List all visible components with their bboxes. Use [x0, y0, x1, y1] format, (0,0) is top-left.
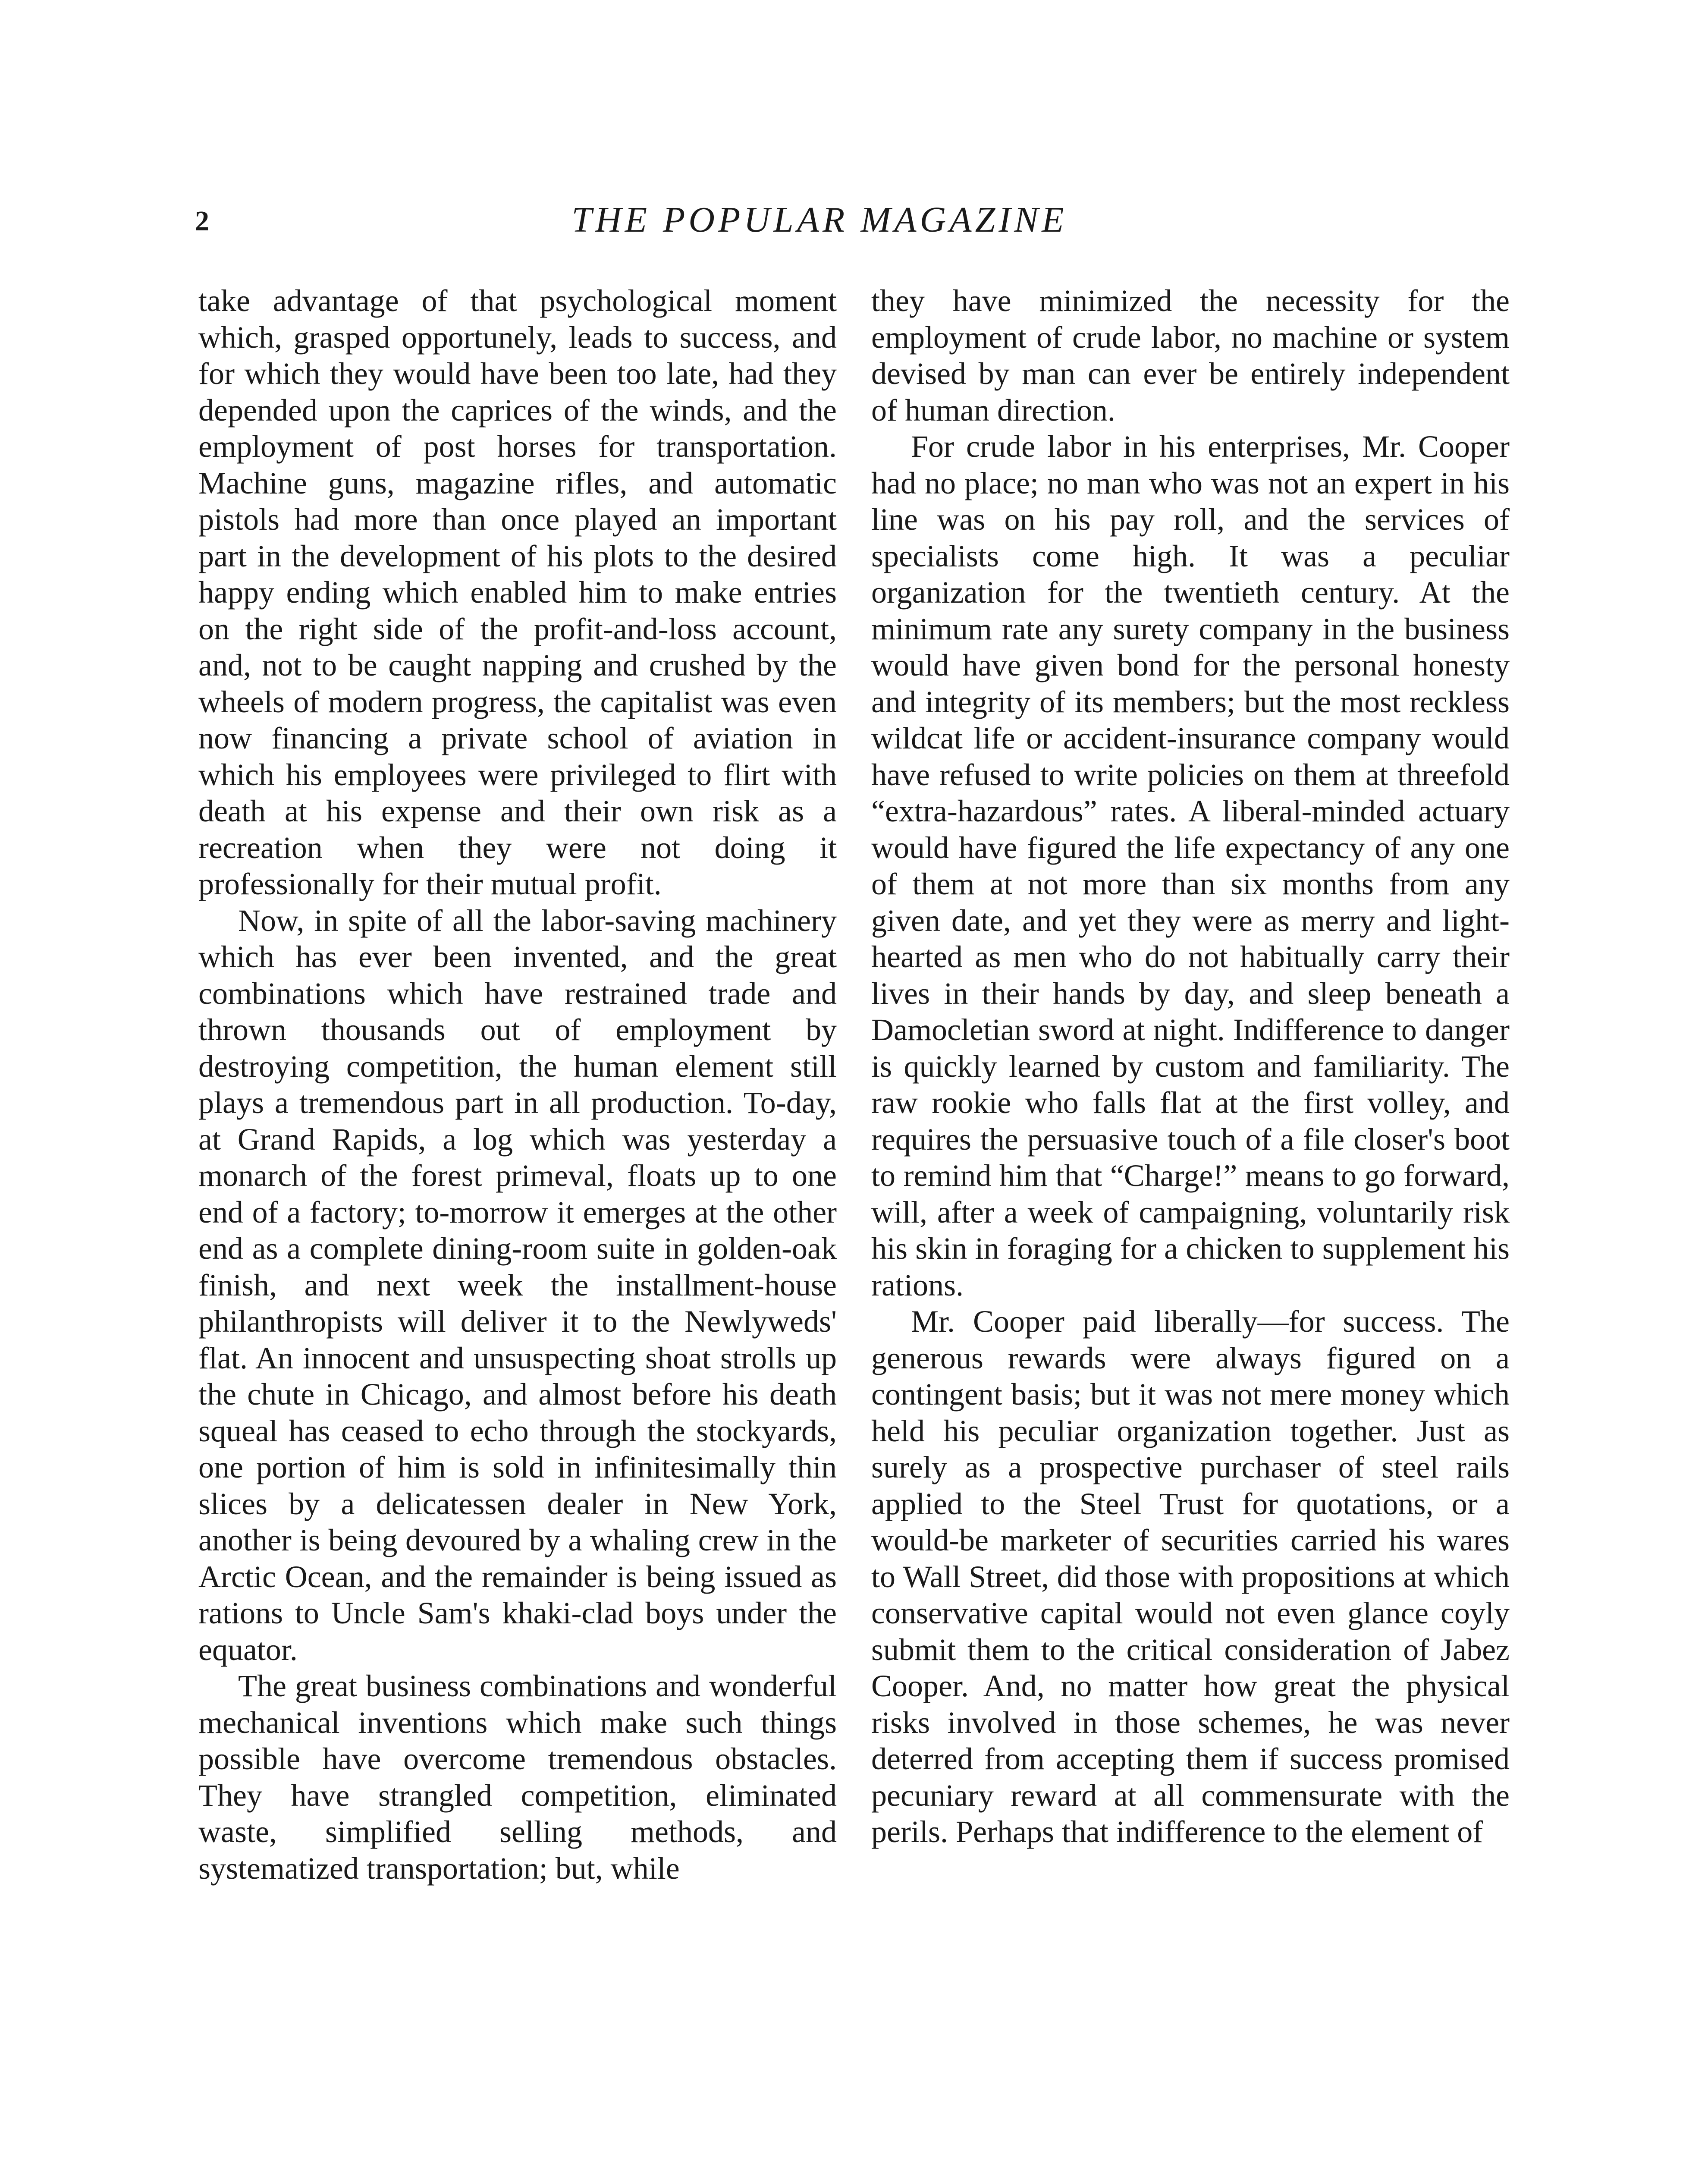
text-column-left [198, 283, 837, 1887]
paragraph: they have minimized the necessity for the employment of crude labor, no machine or system devised by man can ever be entirely independent of human direction. [871, 283, 1510, 428]
paragraph: Mr. Cooper paid liberally—for success. The generous rewards were always figured on a contingent basis; but it was not mere money which held his peculiar organization together. Just as surely as a prospective purchaser of steel rails applied to the Steel Trust for quotations, or a would-be marketer of securities carried his wares to Wall Street, did those with propositions at which conservative capital would not even glance coyly submit them to the critical consideration of Jabez Cooper. And, no matter how great the physical risks involved in those schemes, he was never deterred from accepting them if success promised pecuniary reward at all commensurate with the perils. Perhaps that indifference to the element of [871, 1304, 1510, 1849]
paragraph: take advantage of that psychological moment which, grasped opportunely, leads to success, and for which they would have been too late, had they depended upon the caprices of the winds, and the employment of post horses for transportation. Machine guns, magazine rifles, and automatic pistols had more than once played an important part in the development of his plots to the desired happy ending which enabled him to make entries on the right side of the profit-and-loss account, and, not to be caught napping and crushed by the wheels of modern progress, the capitalist was even now financing a private school of aviation in which his employees were privileged to flirt with death at his expense and their own risk as a recreation when they were not doing it professionally for their mutual profit. [198, 283, 837, 901]
paragraph: The great business combinations and wonderful mechanical inventions which make such things possible have overcome tremendous obstacles. They have strangled competition, eliminated waste, simplified selling methods, and systematized transportation; but, while [198, 1669, 837, 1886]
running-title: THE POPULAR MAGAZINE [571, 200, 1068, 240]
paragraph: Now, in spite of all the labor-saving machinery which has ever been invented, and the great combinations which have restrained trade and thrown thousands out of employment by destroying competition, the human element still plays a tremendous part in all production. To-day, at Grand Rapids, a log which was yesterday a monarch of the forest primeval, floats up to one end of a factory; to-morrow it emerges at the other end as a complete dining-room suite in golden-oak finish, and next week the installment-house philanthropists will deliver it to the Newlyweds' flat. An innocent and unsuspecting shoat strolls up the chute in Chicago, and almost before his death squeal has ceased to echo through the stockyards, one portion of him is sold in infinitesimally thin slices by a delicatessen dealer in New York, another is being devoured by a whaling crew in the Arctic Ocean, and the remainder is being issued as rations to Uncle Sam's khaki-clad boys under the equator. [198, 903, 837, 1667]
paragraph: For crude labor in his enterprises, Mr. Cooper had no place; no man who was not an expert in his line was on his pay roll, and the services of specialists come high. It was a peculiar organization for the twentieth century. At the minimum rate any surety company in the business would have given bond for the personal honesty and integrity of its members; but the most reckless wildcat life or accident-insurance company would have refused to write policies on them at threefold “extra-hazardous” rates. A liberal-minded actuary would have figured the life expectancy of any one of them at not more than six months from any given date, and yet they were as merry and light-hearted as men who do not habitually carry their lives in their hands by day, and sleep beneath a Damocletian sword at night. Indifference to danger is quickly learned by custom and familiarity. The raw rookie who falls flat at the first volley, and requires the persuasive touch of a file closer's boot to remind him that “Charge!” means to go forward, will, after a week of campaigning, voluntarily risk his skin in foraging for a chicken to supplement his rations. [871, 429, 1510, 1302]
text-column-right [871, 283, 1510, 1850]
page-number: 2 [195, 205, 209, 237]
